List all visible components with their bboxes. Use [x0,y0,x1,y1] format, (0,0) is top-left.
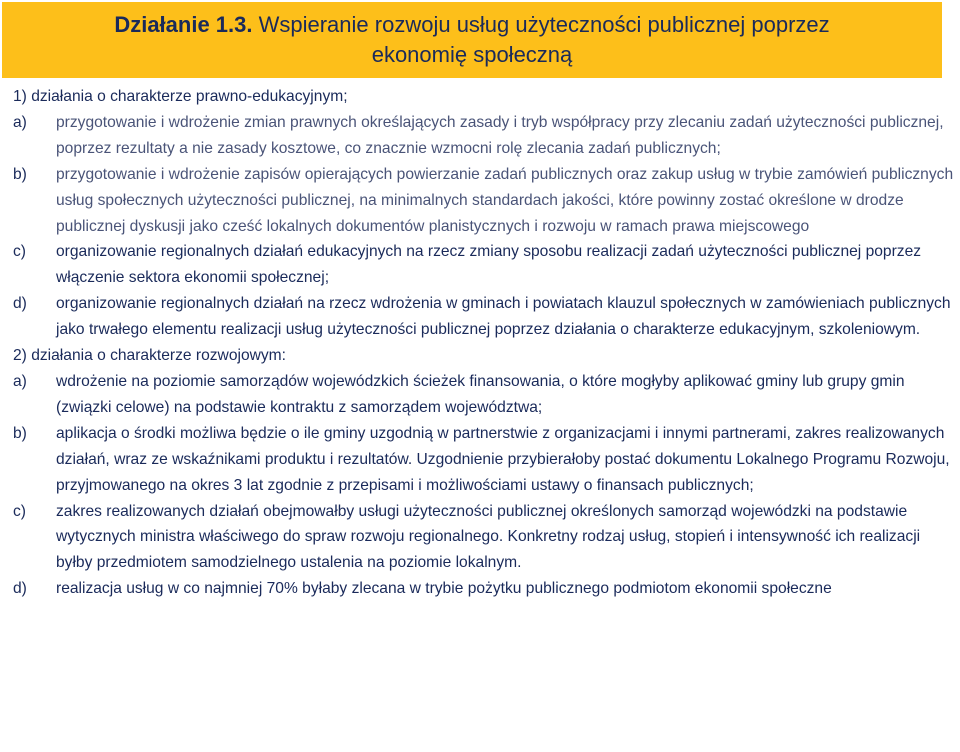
list-marker: d) [13,295,27,313]
section-1-heading: 1) działania o charakterze prawno-edukacyjnym; [13,88,348,105]
title-line-2: ekonomię społeczną [371,42,573,67]
list-marker: b) [13,424,27,442]
list-item-text: zakres realizowanych działań obejmowałby usługi użyteczności publicznej określonych samorząd wojewódzki na podstawie wytycznych ministra właściwego do spraw rozwoju regionalnego. Konkretny rodzaj usług, stopień i intensywność ich realizacji byłby przedmiotem samodzielnego ustalenia na poziomie lokalnym. [56,502,921,572]
section-2-heading: 2) działania o charakterze rozwojowym: [13,347,287,365]
list-marker: a) [13,372,27,390]
list-item [13,576,955,602]
list-item [13,291,955,343]
list-item-text: organizowanie regionalnych działań na rzecz wdrożenia w gminach i powiatach klauzul społecznych w zamówieniach publicznych jako trwałego elementu realizacji usług użyteczności publicznej poprzez działania o charakterze edukacyjnym, szkoleniowym. [56,295,951,339]
list-item-text: realizacja usług w co najmniej 70% byłaby zlecana w trybie pożytku publicznego podmiotom ekonomii społeczne [56,580,832,598]
list-marker: b) [13,165,27,183]
slide-body [13,84,955,602]
list-item [13,110,955,162]
list-marker: c) [13,243,26,261]
list-item [13,239,955,291]
list-marker: d) [13,580,27,598]
list-marker: c) [13,502,26,520]
list-item [13,499,955,577]
list-item-text: przygotowanie i wdrożenie zmian prawnych określających zasady i tryb współpracy przy zlecaniu zadań użyteczności publicznej, poprzez rezultaty a nie zasady kosztowe, co znacznie wzmocni rolę zlecania zadań publicznych; [56,113,944,157]
title-prefix: Działanie 1.3. [114,12,253,37]
list-item-text: aplikacja o środki możliwa będzie o ile gminy uzgodnią w partnerstwie z organizacjami i innymi partnerami, zakres realizowanych działań, wraz ze wskaźnikami produktu i rezultatów. Uzgodnienie przybierałoby postać dokumentu Lokalnego Programu Rozwoju, przyjmowanego na okres 3 lat zgodnie z przepisami i możliwościami ustawy o finansach publicznych; [56,424,950,494]
list-item [13,369,955,421]
list-marker: a) [13,113,27,131]
list-item [13,162,955,240]
list-item [13,421,955,499]
list-item-text: przygotowanie i wdrożenie zapisów opierających powierzanie zadań publicznych oraz zakup usług w trybie zamówień publicznych usług społecznych użyteczności publicznej, na minimalnych standardach jakości, które powinny zostać określone w drodze publicznej dyskusji jako cześć lokalnych dokumentów planistycznych i rozwoju w ramach prawa miejscowego [56,165,954,235]
title-line1-rest: Wspieranie rozwoju usług użyteczności publicznej poprzez [252,12,830,37]
list-item-text: wdrożenie na poziomie samorządów wojewódzkich ścieżek finansowania, o które mogłyby aplikować gminy lub grupy gmin (związki celowe) na podstawie kontraktu z samorządem województwa; [56,372,905,416]
title-line-1 [2,10,942,40]
list-item-text: organizowanie regionalnych działań edukacyjnych na rzecz zmiany sposobu realizacji zadań użyteczności publicznej poprzez włączenie sektora ekonomii społecznej; [56,243,922,287]
slide-title [2,2,942,78]
